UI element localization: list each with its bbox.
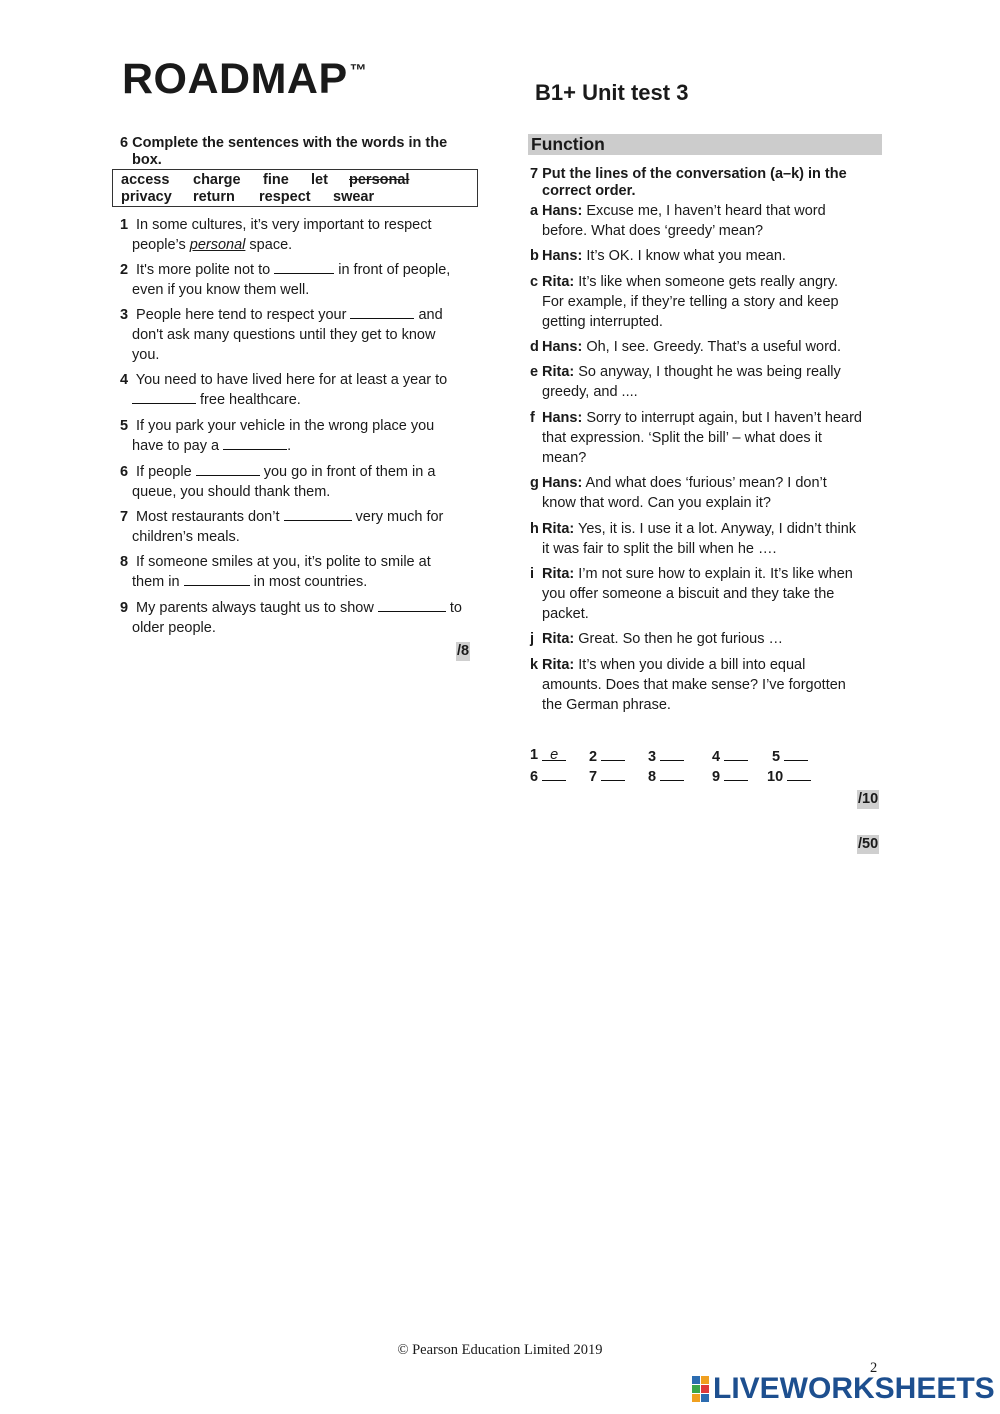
conv-line-i: i Rita: I’m not sure how to explain it. It’s like when you offer someone a biscuit and they take the packet. (530, 566, 853, 622)
answer-blank[interactable] (284, 507, 352, 521)
answer-slot[interactable]: 1 e (530, 747, 566, 763)
page-number: 2 (870, 1360, 878, 1376)
q6-instruction: 6 Complete the sentences with the words in the box. (120, 135, 448, 168)
word: charge (193, 172, 241, 188)
answer-slot[interactable]: 10 (767, 767, 811, 785)
answer-blank[interactable] (350, 305, 414, 319)
answer-slot[interactable]: 6 (530, 767, 566, 785)
conv-line-a: a Hans: Excuse me, I haven’t heard that word before. What does ‘greedy’ mean? (530, 203, 826, 239)
unit-title: B1+ Unit test 3 (535, 80, 689, 105)
word: respect (259, 189, 311, 205)
conv-line-f: f Hans: Sorry to interrupt again, but I haven’t heard that expression. ‘Split the bill’ – what does it mean? (530, 410, 862, 466)
answer-blank[interactable] (196, 462, 260, 476)
q6-item-8: 8 If someone smiles at you, it’s polite to smile at them in in most countries. (120, 554, 431, 590)
answer-slot[interactable]: 7 (589, 767, 625, 785)
answer-blank[interactable] (132, 390, 196, 404)
conv-line-k: k Rita: It’s when you divide a bill into equal amounts. Does that make sense? I’ve forgotten the German phrase. (530, 657, 846, 713)
q7-instruction: 7 Put the lines of the conversation (a–k) in the correct order. (530, 166, 847, 199)
example-answer: personal (189, 237, 246, 253)
conv-line-d: d Hans: Oh, I see. Greedy. That’s a useful word. (530, 339, 842, 355)
word: access (121, 172, 170, 188)
answer-slot[interactable]: 4 (712, 747, 748, 765)
roadmap-logo: ROADMAP ™ (122, 55, 368, 103)
liveworksheets-logo: LIVEWORKSHEETS (692, 1374, 995, 1404)
word: privacy (121, 189, 172, 205)
copyright: © Pearson Education Limited 2019 (397, 1342, 603, 1358)
answer-slot[interactable]: 3 (648, 747, 684, 765)
word-box (112, 169, 478, 207)
answer-slot[interactable]: 2 (589, 747, 625, 765)
answer-blank[interactable] (274, 260, 334, 274)
word: let (311, 172, 328, 188)
q6-item-9: 9 My parents always taught us to show to older people. (120, 600, 462, 636)
answer-slot[interactable]: 9 (712, 767, 748, 785)
section-title-function: Function (528, 134, 882, 155)
q6-item-3: 3 People here tend to respect your and don't ask many questions until they get to know you. (120, 307, 443, 363)
q6-item-7: 7 Most restaurants don’t very much for children’s meals. (120, 509, 444, 545)
q7-score: /10 (858, 791, 879, 807)
answer-slot[interactable]: 8 (648, 767, 684, 785)
q6-item-1: 1 In some cultures, it’s very important to respect people’s personal space. (120, 217, 432, 253)
conv-line-j: j Rita: Great. So then he got furious … (530, 631, 783, 647)
answer-slot[interactable]: 5 (772, 747, 808, 765)
q6-item-6: 6 If people you go in front of them in a queue, you should thank them. (120, 464, 436, 500)
conv-line-c: c Rita: It’s like when someone gets really angry. For example, if they’re telling a story and keep getting interrupted. (530, 274, 839, 330)
q6-item-5: 5 If you park your vehicle in the wrong place you have to pay a . (120, 418, 435, 454)
conv-line-h: h Rita: Yes, it is. I use it a lot. Anyway, I didn’t think it was fair to split the bill when he …. (530, 521, 857, 557)
total-score: /50 (858, 836, 879, 852)
word-used: personal (349, 172, 410, 188)
conv-line-g: g Hans: And what does ‘furious’ mean? I don’t know that word. Can you explain it? (530, 475, 827, 511)
conv-line-b: b Hans: It’s OK. I know what you mean. (530, 248, 786, 264)
answer-blank[interactable] (184, 572, 250, 586)
q6-item-4: 4 You need to have lived here for at least a year to free healthcare. (120, 372, 448, 408)
q6-item-2: 2 It's more polite not to in front of people, even if you know them well. (120, 262, 451, 298)
conv-line-e: e Rita: So anyway, I thought he was being really greedy, and .... (530, 364, 841, 400)
answer-blank[interactable] (378, 598, 446, 612)
q6-score: /8 (457, 643, 470, 659)
word: swear (333, 189, 375, 205)
liveworksheets-grid-icon (692, 1376, 709, 1402)
word: return (193, 189, 235, 205)
answer-blank[interactable] (223, 436, 287, 450)
word: fine (263, 172, 289, 188)
